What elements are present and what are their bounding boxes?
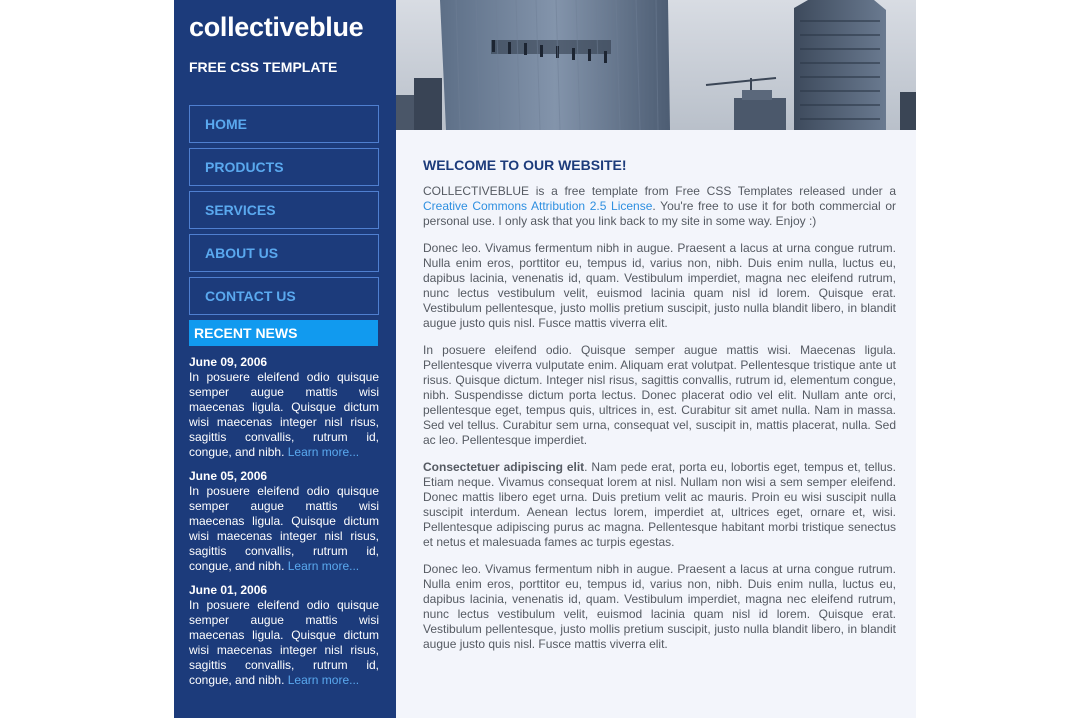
content-inner [423,157,896,664]
nav-item-about-us[interactable]: ABOUT US [189,234,379,272]
news-text: In posuere eleifend odio quisque semper augue mattis wisi maecenas ligula. Quisque dictum wisi maecenas integer nisl risus, sagittis convallis, rutrum id, congue, and nibh. [189,484,379,573]
nav-item-products[interactable]: PRODUCTS [189,148,379,186]
news-item [189,355,379,460]
news-body [189,370,379,460]
body-paragraph [423,460,896,550]
intro-paragraph [423,184,896,229]
news-body [189,484,379,574]
nav-item-contact-us[interactable]: CONTACT US [189,277,379,315]
body-paragraph: Donec leo. Vivamus fermentum nibh in augue. Praesent a lacus at urna congue rutrum. Nulla enim eros, porttitor eu, tempus id, varius non, nibh. Duis enim nulla, luctus eu, dapibus lacinia, venenatis id, quam. Vestibulum imperdiet, magna nec eleifend rutrum, nunc lectus vestibulum velit, euismod lacinia quam nisl id lorem. Quisque erat. Vestibulum pellentesque, justo mollis pretium suscipit, justo nulla blandit libero, in blandit augue justo quis nisl. Fusce mattis viverra elit. [423,241,896,330]
learn-more-link[interactable]: Learn more... [287,673,360,687]
sidebar [174,0,396,718]
body-paragraph: In posuere eleifend odio. Quisque semper augue mattis wisi. Maecenas ligula. Pellentesque viverra vulputate enim. Aliquam erat volutpat. Pellentesque tristique ante ut risus. Quisque dictum. Integer nisl risus, sagittis convallis, rutrum id, elementum congue, nibh. Suspendisse dictum porta lectus. Donec placerat odio vel elit. Nullam ante orci, pellentesque eget, tempus quis, ultrices in, est. Curabitur sit amet nulla. Nam in massa. Sed vel tellus. Curabitur sem urna, consequat vel, suscipit in, mattis placerat, nulla. Sed ac leo. Pellentesque imperdiet. [423,343,896,447]
news-body [189,598,379,688]
recent-news-header: RECENT NEWS [189,320,378,346]
site-subtitle: FREE CSS TEMPLATE [189,59,338,75]
nav-item-services[interactable]: SERVICES [189,191,379,229]
news-item [189,583,379,688]
page-wrapper [174,0,916,718]
news-date: June 05, 2006 [189,469,268,483]
main-content [396,130,916,718]
learn-more-link[interactable]: Learn more... [287,445,360,459]
skyline-illustration [396,0,916,130]
news-item [189,469,379,574]
news-date: June 01, 2006 [189,583,268,597]
main-nav [189,105,379,320]
header-skyline-image [396,0,916,130]
nav-item-home[interactable]: HOME [189,105,379,143]
news-date: June 09, 2006 [189,355,268,369]
intro-text-after: . You're free to use it for both commercial or personal use. I only ask that you link back to my site in some way. Enjoy :) [423,199,896,228]
page-title: WELCOME TO OUR WEBSITE! [423,157,627,173]
news-text: In posuere eleifend odio quisque semper augue mattis wisi maecenas ligula. Quisque dictum wisi maecenas integer nisl risus, sagittis convallis, rutrum id, congue, and nibh. [189,598,379,687]
bold-lead: Consectetuer adipiscing elit [423,460,585,474]
news-text: In posuere eleifend odio quisque semper augue mattis wisi maecenas ligula. Quisque dictum wisi maecenas integer nisl risus, sagittis convallis, rutrum id, congue, and nibh. [189,370,379,459]
learn-more-link[interactable]: Learn more... [287,559,360,573]
license-link[interactable]: Creative Commons Attribution 2.5 License [423,199,653,213]
intro-text-before: COLLECTIVEBLUE is a free template from Free CSS Templates released under a [423,184,896,198]
body-paragraph: Donec leo. Vivamus fermentum nibh in augue. Praesent a lacus at urna congue rutrum. Nulla enim eros, porttitor eu, tempus id, varius non, nibh. Duis enim nulla, luctus eu, dapibus lacinia, venenatis id, quam. Vestibulum imperdiet, magna nec eleifend rutrum, nunc lectus vestibulum velit, euismod lacinia quam nisl id lorem. Quisque erat. Vestibulum pellentesque, justo mollis pretium suscipit, justo nulla blandit libero, in blandit augue justo quis nisl. Fusce mattis viverra elit. [423,562,896,651]
paragraph-text: . Nam pede erat, porta eu, lobortis eget, tempus et, tellus. Etiam neque. Vivamus consequat lorem at nisl. Nullam non wisi a sem semper eleifend. Donec mattis libero eget urna. Duis pretium velit ac mauris. Proin eu wisi suscipit nulla suscipit interdum. Aenean lectus lorem, imperdiet at, ultrices eget, ornare et, wisi. Pellentesque adipiscing purus ac magna. Pellentesque habitant morbi tristique senectus et netus et malesuada fames ac turpis egestas. [423,460,896,549]
news-list [189,355,379,697]
site-title[interactable]: collectiveblue [189,12,364,42]
